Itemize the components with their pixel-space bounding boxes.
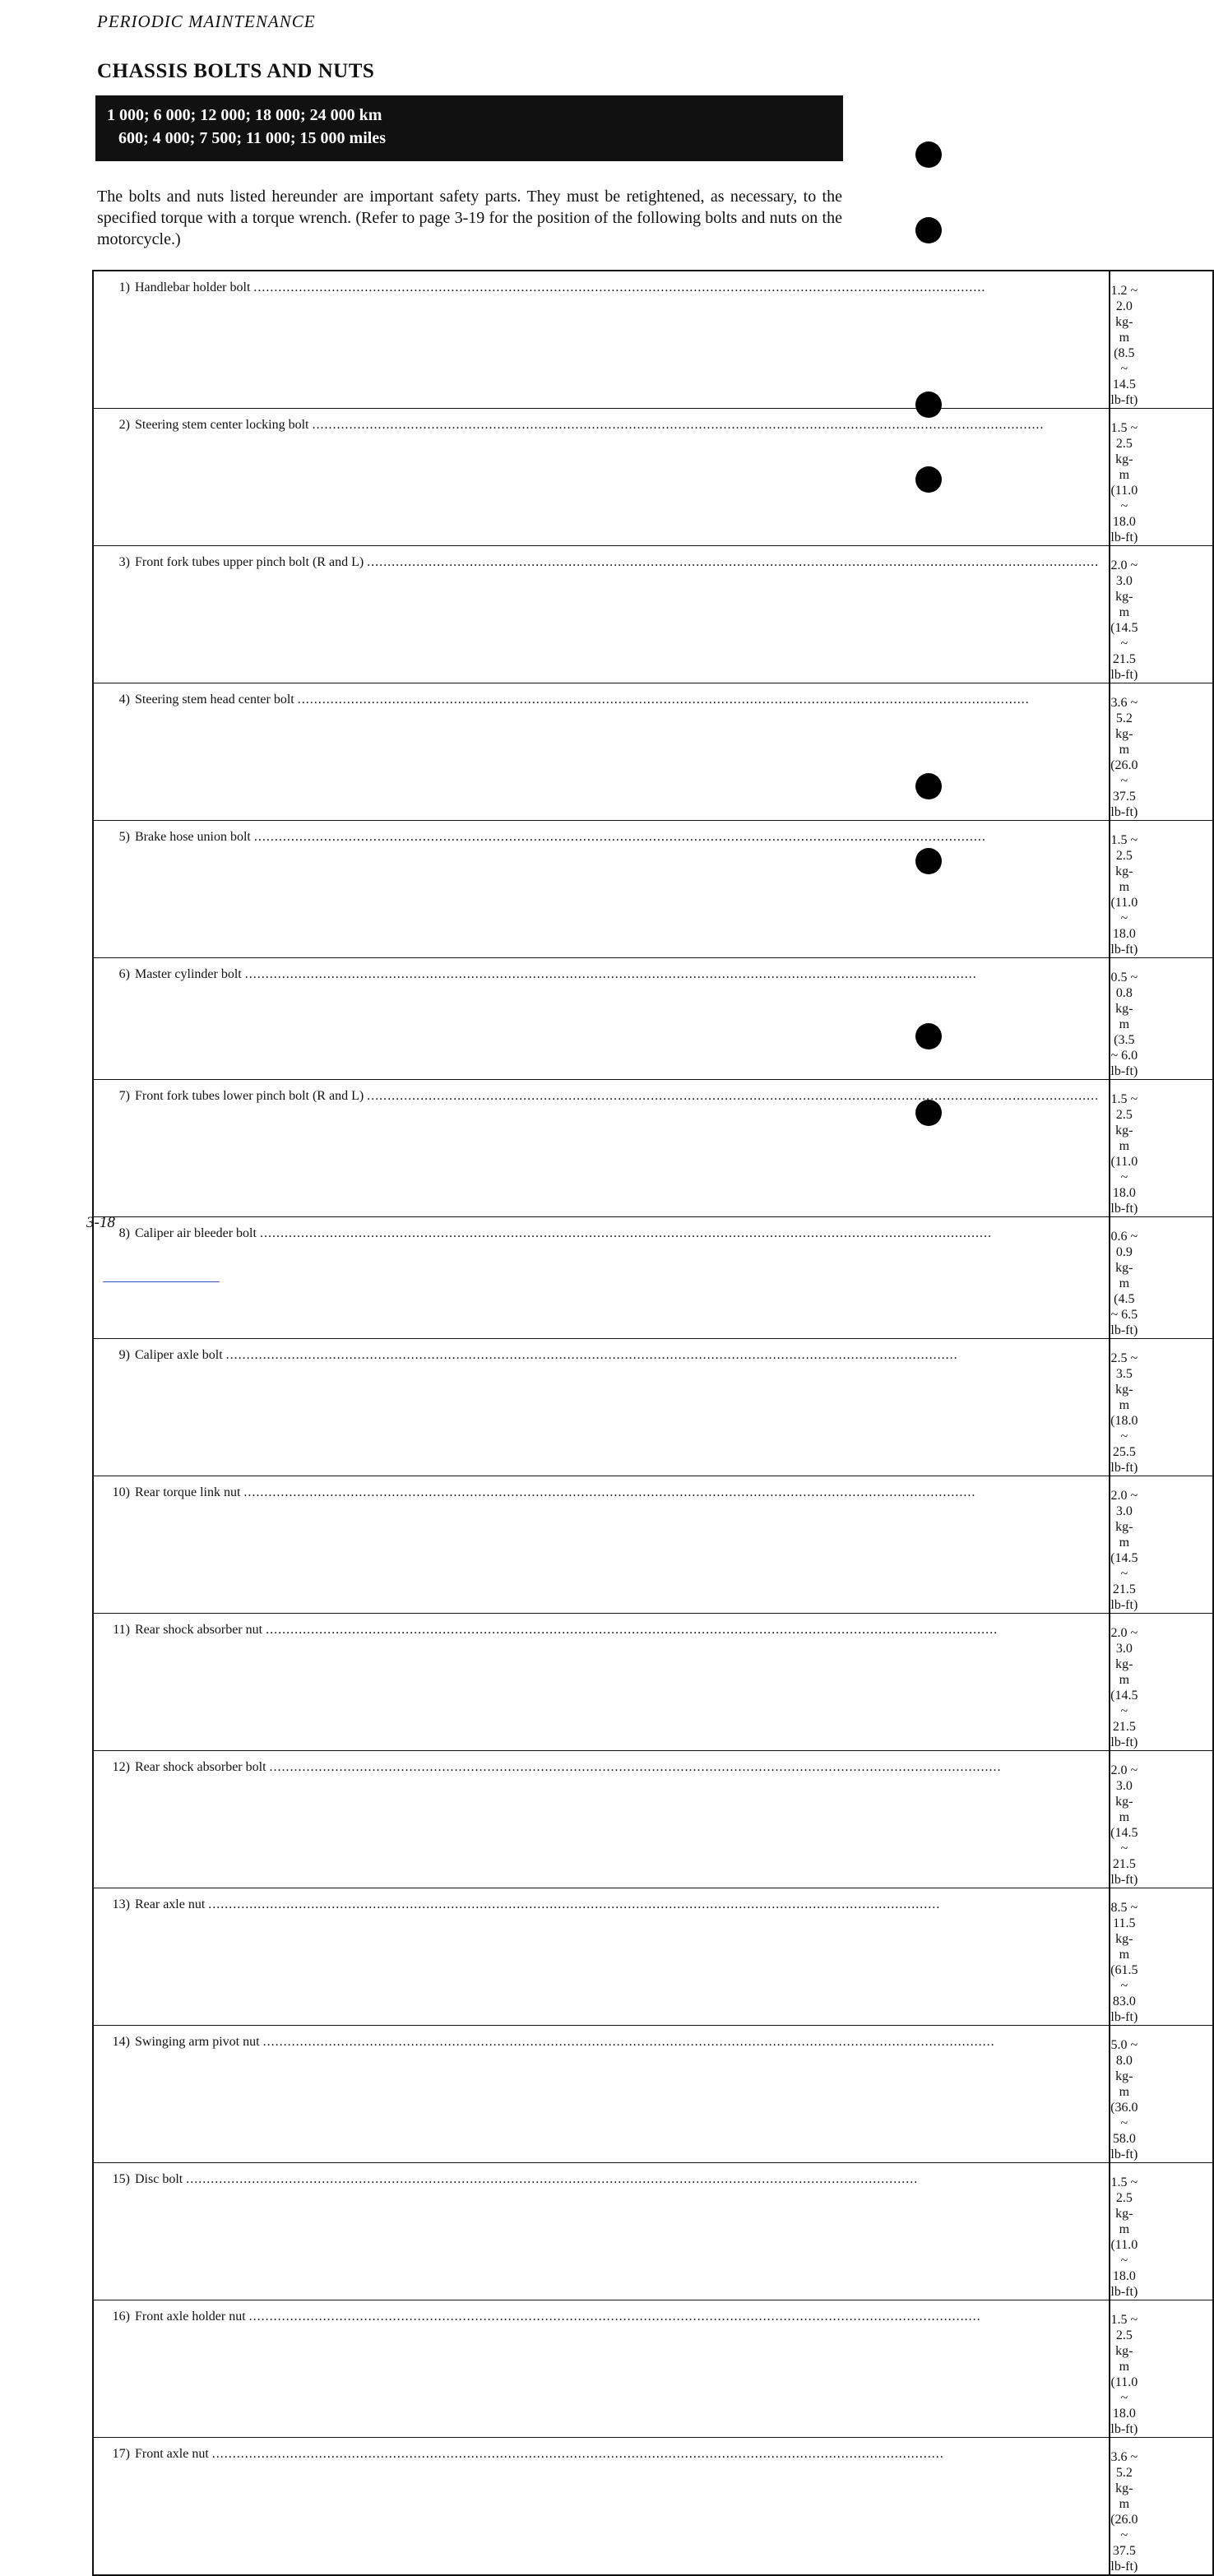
binder-hole-marker <box>915 1023 942 1049</box>
item-number: 11) <box>113 1623 130 1637</box>
leader-dots <box>266 1623 1099 1638</box>
item-number: 8) <box>118 1226 130 1240</box>
torque-cell <box>1110 1888 1212 2026</box>
table-row <box>93 409 1213 546</box>
part-name: Steering stem head center bolt <box>135 693 294 707</box>
leader-dots <box>298 693 1099 707</box>
torque-lbft: (36.0 ~ 58.0 lb-ft) <box>1110 2101 1138 2161</box>
table-row <box>93 1476 1213 1614</box>
torque-cell <box>1110 2438 1212 2576</box>
table-row <box>93 1614 1213 1751</box>
item-number: 14) <box>112 2035 130 2049</box>
table-row <box>93 2026 1213 2163</box>
part-cell <box>93 821 1110 958</box>
binder-hole-marker <box>915 141 942 168</box>
torque-kgm: 1.2 ~ 2.0 kg-m <box>1110 284 1138 345</box>
torque-lbft: (11.0 ~ 18.0 lb-ft) <box>1110 2238 1138 2299</box>
part-name: Rear shock absorber nut <box>135 1623 263 1637</box>
part-name: Steering stem center locking bolt <box>135 418 309 432</box>
torque-lbft: (26.0 ~ 37.5 lb-ft) <box>1110 2513 1138 2574</box>
leader-dots <box>313 418 1100 433</box>
part-name: Front axle nut <box>135 2447 209 2461</box>
item-number: 12) <box>112 1760 130 1774</box>
interval-miles: 600; 4 000; 7 500; 11 000; 15 000 miles <box>118 129 386 147</box>
torque-cell <box>1110 1751 1212 1888</box>
page-title: CHASSIS BOLTS AND NUTS <box>97 60 375 82</box>
part-name: Swinging arm pivot nut <box>135 2035 260 2049</box>
torque-table <box>92 270 1214 2576</box>
part-cell <box>93 1339 1110 1476</box>
section-header: PERIODIC MAINTENANCE <box>97 12 316 31</box>
table-row <box>93 1751 1213 1888</box>
torque-cell <box>1110 683 1212 821</box>
torque-lbft: (11.0 ~ 18.0 lb-ft) <box>1110 1155 1138 1216</box>
torque-kgm: 1.5 ~ 2.5 kg-m <box>1110 1092 1138 1153</box>
part-cell <box>93 1080 1110 1217</box>
leader-dots <box>263 2035 1100 2050</box>
torque-cell <box>1110 2026 1212 2163</box>
part-cell <box>93 958 1110 1080</box>
binder-hole-marker <box>915 466 942 493</box>
torque-kgm: 1.5 ~ 2.5 kg-m <box>1110 2313 1138 2374</box>
torque-cell <box>1110 546 1212 683</box>
table-row <box>93 546 1213 683</box>
item-number: 3) <box>118 555 130 569</box>
table-row <box>93 958 1213 1080</box>
part-name: Rear shock absorber bolt <box>135 1760 266 1774</box>
page-number: 3-18 <box>86 1214 115 1231</box>
part-cell <box>93 2438 1110 2576</box>
leader-dots <box>249 2310 1100 2324</box>
interval-km: 1 000; 6 000; 12 000; 18 000; 24 000 km <box>107 106 382 124</box>
table-row <box>93 821 1213 958</box>
leader-dots <box>208 1897 1099 1912</box>
item-number: 16) <box>112 2310 130 2323</box>
part-cell <box>93 1217 1110 1339</box>
maintenance-interval-banner <box>95 95 843 161</box>
torque-lbft: (11.0 ~ 18.0 lb-ft) <box>1110 484 1138 544</box>
part-cell <box>93 2163 1110 2300</box>
torque-kgm: 2.0 ~ 3.0 kg-m <box>1110 1489 1138 1550</box>
torque-lbft: (11.0 ~ 18.0 lb-ft) <box>1110 896 1138 957</box>
part-name: Caliper air bleeder bolt <box>135 1226 257 1240</box>
torque-lbft: (14.5 ~ 21.5 lb-ft) <box>1110 1826 1138 1887</box>
leader-dots <box>212 2447 1099 2462</box>
torque-kgm: 0.6 ~ 0.9 kg-m <box>1110 1230 1138 1290</box>
torque-cell <box>1110 1080 1212 1217</box>
binder-hole-marker <box>915 773 942 799</box>
torque-kgm: 2.0 ~ 3.0 kg-m <box>1110 558 1138 619</box>
binder-hole-marker <box>915 1100 942 1126</box>
torque-lbft: (26.0 ~ 37.5 lb-ft) <box>1110 758 1138 819</box>
torque-cell <box>1110 821 1212 958</box>
part-name: Rear axle nut <box>135 1897 206 1911</box>
part-name: Rear torque link nut <box>135 1485 241 1499</box>
part-cell <box>93 271 1110 409</box>
item-number: 7) <box>118 1089 130 1103</box>
part-cell <box>93 1751 1110 1888</box>
leader-dots <box>245 967 1099 982</box>
torque-cell <box>1110 2300 1212 2438</box>
binder-hole-marker <box>915 391 942 418</box>
part-cell <box>93 1888 1110 2026</box>
table-row <box>93 2300 1213 2438</box>
torque-cell <box>1110 409 1212 546</box>
torque-cell <box>1110 1614 1212 1751</box>
part-name: Front axle holder nut <box>135 2310 246 2323</box>
part-name: Front fork tubes lower pinch bolt (R and L) <box>135 1089 364 1103</box>
leader-dots <box>260 1226 1099 1241</box>
table-row <box>93 1888 1213 2026</box>
torque-cell <box>1110 958 1212 1080</box>
leader-dots <box>186 2172 1099 2187</box>
torque-cell <box>1110 1217 1212 1339</box>
torque-cell <box>1110 1339 1212 1476</box>
torque-lbft: (11.0 ~ 18.0 lb-ft) <box>1110 2375 1138 2436</box>
torque-kgm: 2.5 ~ 3.5 kg-m <box>1110 1351 1138 1412</box>
binder-hole-marker <box>915 217 942 243</box>
torque-lbft: (4.5 ~ 6.5 lb-ft) <box>1110 1292 1138 1337</box>
torque-kgm: 5.0 ~ 8.0 kg-m <box>1110 2038 1138 2099</box>
leader-dots <box>253 280 1099 295</box>
part-cell <box>93 2026 1110 2163</box>
intro-paragraph: The bolts and nuts listed hereunder are important safety parts. They must be retightened, as necessary, to the specified torque with a torque wrench. (Refer to page 3-19 for the position of the following bolts and nuts on the motorcycle.) <box>97 188 842 248</box>
part-cell <box>93 1476 1110 1614</box>
part-name: Front fork tubes upper pinch bolt (R and L) <box>135 555 364 569</box>
torque-lbft: (14.5 ~ 21.5 lb-ft) <box>1110 621 1138 682</box>
table-row <box>93 1339 1213 1476</box>
part-cell <box>93 1614 1110 1751</box>
torque-lbft: (3.5 ~ 6.0 lb-ft) <box>1110 1033 1138 1078</box>
leader-dots <box>270 1760 1100 1775</box>
part-name: Disc bolt <box>135 2172 183 2186</box>
torque-kgm: 1.5 ~ 2.5 kg-m <box>1110 833 1138 894</box>
torque-kgm: 3.6 ~ 5.2 kg-m <box>1110 696 1138 757</box>
part-cell <box>93 683 1110 821</box>
torque-kgm: 8.5 ~ 11.5 kg-m <box>1110 1901 1138 1962</box>
torque-lbft: (8.5 ~ 14.5 lb-ft) <box>1110 346 1138 407</box>
part-cell <box>93 409 1110 546</box>
part-name: Handlebar holder bolt <box>135 280 251 294</box>
table-row <box>93 1080 1213 1217</box>
table-row <box>93 683 1213 821</box>
item-number: 10) <box>112 1485 130 1499</box>
binder-hole-marker <box>915 848 942 874</box>
leader-dots <box>243 1485 1099 1500</box>
item-number: 5) <box>118 830 130 844</box>
torque-kgm: 0.5 ~ 0.8 kg-m <box>1110 971 1138 1031</box>
torque-lbft: (18.0 ~ 25.5 lb-ft) <box>1110 1414 1138 1475</box>
torque-kgm: 2.0 ~ 3.0 kg-m <box>1110 1626 1138 1687</box>
torque-cell <box>1110 271 1212 409</box>
table-row <box>93 1217 1213 1339</box>
part-name: Caliper axle bolt <box>135 1348 223 1362</box>
table-row <box>93 271 1213 409</box>
leader-dots <box>367 555 1099 570</box>
item-number: 13) <box>112 1897 130 1911</box>
item-number: 6) <box>118 967 130 981</box>
torque-lbft: (14.5 ~ 21.5 lb-ft) <box>1110 1689 1138 1749</box>
item-number: 2) <box>118 418 130 432</box>
torque-table-body <box>93 271 1213 2575</box>
leader-dots <box>367 1089 1099 1104</box>
leader-dots <box>254 830 1099 845</box>
part-cell <box>93 2300 1110 2438</box>
item-number: 1) <box>118 280 130 294</box>
part-name: Brake hose union bolt <box>135 830 251 844</box>
item-number: 15) <box>112 2172 130 2186</box>
torque-cell <box>1110 2163 1212 2300</box>
torque-cell <box>1110 1476 1212 1614</box>
torque-kgm: 3.6 ~ 5.2 kg-m <box>1110 2450 1138 2511</box>
torque-kgm: 2.0 ~ 3.0 kg-m <box>1110 1763 1138 1824</box>
part-cell <box>93 546 1110 683</box>
table-row <box>93 2163 1213 2300</box>
torque-kgm: 1.5 ~ 2.5 kg-m <box>1110 421 1138 482</box>
table-row <box>93 2438 1213 2576</box>
item-number: 17) <box>112 2447 130 2461</box>
part-name: Master cylinder bolt <box>135 967 242 981</box>
torque-lbft: (61.5 ~ 83.0 lb-ft) <box>1110 1963 1138 2024</box>
footer-rule <box>103 1281 220 1282</box>
item-number: 9) <box>118 1348 130 1362</box>
torque-lbft: (14.5 ~ 21.5 lb-ft) <box>1110 1551 1138 1612</box>
torque-kgm: 1.5 ~ 2.5 kg-m <box>1110 2175 1138 2236</box>
leader-dots <box>226 1348 1100 1363</box>
item-number: 4) <box>118 693 130 707</box>
